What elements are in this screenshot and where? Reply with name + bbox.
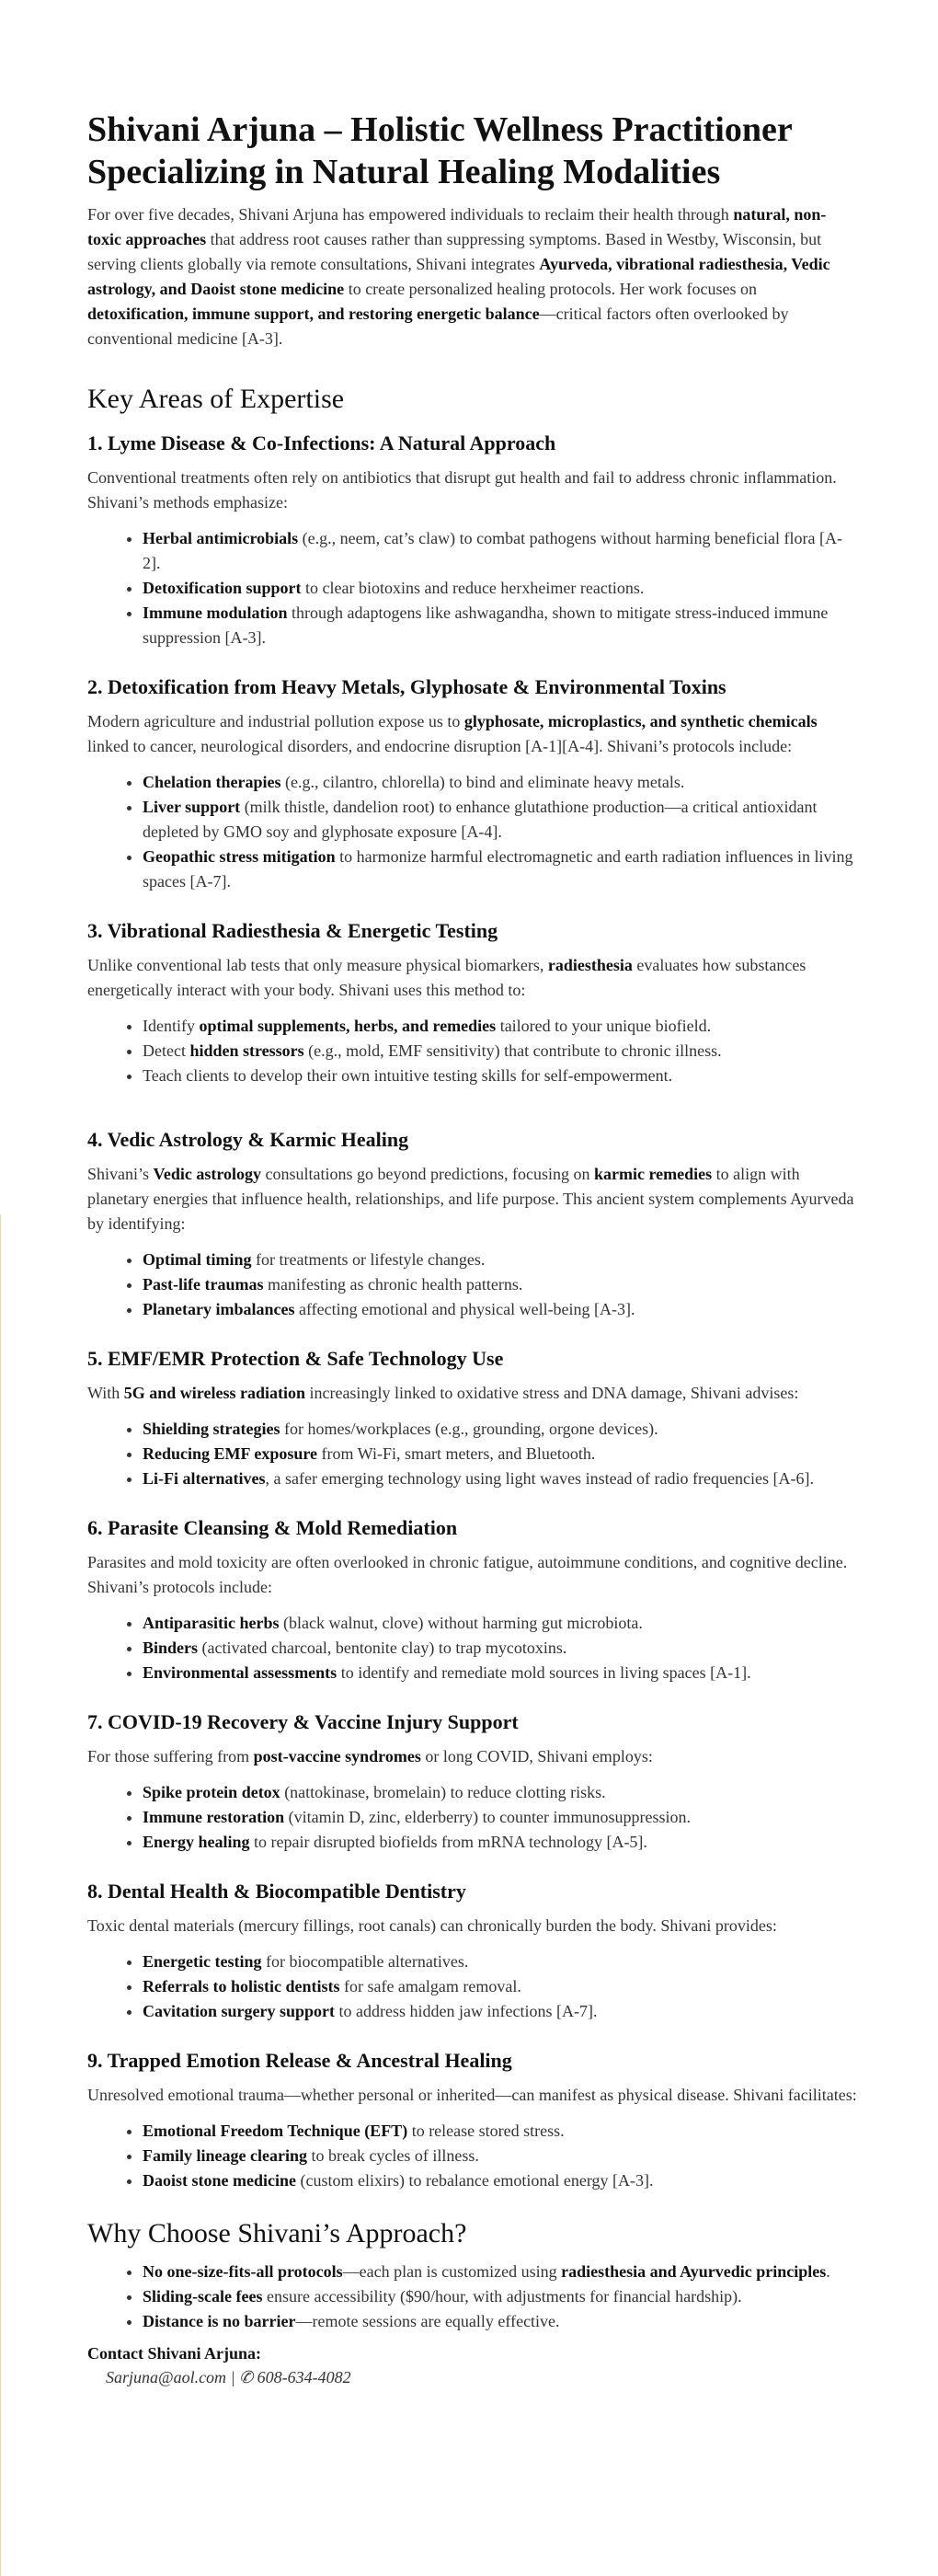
list-item: • Immune restoration (vitamin D, zinc, elderberry) to counter immunosuppression. [143, 1805, 860, 1830]
section-intro: With 5G and wireless radiation increasingly linked to oxidative stress and DNA damage, Shivani advises: [87, 1384, 799, 1402]
emphasis-text: Energy healing [143, 1833, 250, 1851]
emphasis-text: radiesthesia and Ayurvedic principles [561, 2262, 827, 2281]
section-list [87, 2119, 860, 2193]
contact-email[interactable]: Sarjuna@aol.com [106, 2368, 227, 2386]
emphasis-text: Herbal antimicrobials [143, 529, 299, 547]
section-list [87, 1248, 860, 1322]
section-list [87, 1780, 860, 1855]
emphasis-text: glyphosate, microplastics, and synthetic chemicals [463, 712, 818, 730]
section-list [87, 1611, 860, 1685]
emphasis-text: Spike protein detox [143, 1783, 280, 1801]
emphasis-text: Reducing EMF exposure [143, 1444, 318, 1463]
list-item: • Emotional Freedom Technique (EFT) to release stored stress. [143, 2119, 860, 2144]
emphasis-text: Emotional Freedom Technique (EFT) [143, 2122, 408, 2140]
emphasis-text: Binders [143, 1639, 199, 1657]
list-item: • Referrals to holistic dentists for safe amalgam removal. [143, 1974, 860, 1999]
emphasis-text: Shielding strategies [143, 1420, 280, 1438]
emphasis-text: Immune restoration [143, 1808, 285, 1826]
list-item: • Geopathic stress mitigation to harmonize harmful electromagnetic and earth radiation influences in living spaces [A-7]. [143, 845, 860, 894]
contact-phone[interactable]: 608-634-4082 [253, 2368, 351, 2386]
emphasis-text: Vedic astrology [153, 1165, 262, 1183]
contact-label: Contact Shivani Arjuna: [87, 2344, 262, 2363]
list-item: • Chelation therapies (e.g., cilantro, chlorella) to bind and eliminate heavy metals. [143, 770, 860, 795]
emphasis-text: Geopathic stress mitigation [143, 847, 336, 866]
contact-line [87, 2365, 860, 2390]
emphasis-text: Family lineage clearing [143, 2146, 307, 2165]
list-item: • Energy healing to repair disrupted biofields from mRNA technology [A-5]. [143, 1830, 860, 1855]
contact-separator: | [226, 2368, 240, 2386]
section-radiesthesia [87, 918, 860, 1088]
list-item: • Detoxification support to clear biotoxins and reduce herxheimer reactions. [143, 576, 860, 601]
emphasis-text: Ayurveda, vibrational radiesthesia, Vedic astrology, and Daoist stone medicine [87, 255, 830, 298]
emphasis-text: Optimal timing [143, 1250, 252, 1269]
list-item: • Past-life traumas manifesting as chronic health patterns. [143, 1272, 860, 1297]
list-item: • Family lineage clearing to break cycles of illness. [143, 2144, 860, 2168]
emphasis-text: optimal supplements, herbs, and remedies [199, 1017, 497, 1035]
emphasis-text: Past-life traumas [143, 1275, 264, 1294]
list-item: • Daoist stone medicine (custom elixirs) to rebalance emotional energy [A-3]. [143, 2168, 860, 2193]
why-list [87, 2260, 860, 2334]
emphasis-text: Li-Fi alternatives [143, 1469, 266, 1488]
section-list [87, 1949, 860, 2024]
expertise-heading: Key Areas of Expertise [87, 384, 345, 414]
list-item: • Immune modulation through adaptogens like ashwagandha, shown to mitigate stress-induced immune suppression [A-3]. [143, 601, 860, 650]
section-intro: Shivani’s Vedic astrology consultations go beyond predictions, focusing on karmic remedies to align with planetary energies that influence health, relationships, and life purpose. This ancient system complements Ayurveda by identifying: [87, 1165, 854, 1233]
section-heading: 4. Vedic Astrology & Karmic Healing [87, 1128, 409, 1151]
emphasis-text: Referrals to holistic dentists [143, 1977, 340, 1995]
list-item: • Teach clients to develop their own intuitive testing skills for self-empowerment. [143, 1064, 860, 1088]
section-emotion [87, 2048, 860, 2193]
list-item: • Energetic testing for biocompatible alternatives. [143, 1949, 860, 1974]
section-heading: 3. Vibrational Radiesthesia & Energetic Testing [87, 919, 498, 942]
contact-block [87, 2341, 860, 2390]
section-intro: Unlike conventional lab tests that only measure physical biomarkers, radiesthesia evaluates how substances energetically interact with your body. Shivani uses this method to: [87, 956, 806, 999]
list-item: • Sliding-scale fees ensure accessibility ($90/hour, with adjustments for financial hardship). [143, 2284, 860, 2309]
emphasis-text: Detoxification support [143, 579, 302, 597]
section-list [87, 770, 860, 894]
section-heading: 6. Parasite Cleansing & Mold Remediation [87, 1516, 458, 1539]
page-title: Shivani Arjuna – Holistic Wellness Practitioner Specializing in Natural Healing Modalities [87, 110, 793, 191]
page-edge-line [0, 1214, 1, 2576]
section-vedic [87, 1127, 860, 1322]
list-item: • No one-size-fits-all protocols—each plan is customized using radiesthesia and Ayurvedic principles. [143, 2260, 860, 2284]
list-item: • Cavitation surgery support to address hidden jaw infections [A-7]. [143, 1999, 860, 2024]
list-item: • Spike protein detox (nattokinase, bromelain) to reduce clotting risks. [143, 1780, 860, 1805]
section-parasite [87, 1515, 860, 1685]
emphasis-text: Cavitation surgery support [143, 2002, 336, 2020]
emphasis-text: Planetary imbalances [143, 1300, 295, 1318]
list-item: • Optimal timing for treatments or lifestyle changes. [143, 1248, 860, 1272]
emphasis-text: 5G and wireless radiation [123, 1384, 305, 1402]
emphasis-text: Immune modulation [143, 604, 288, 622]
list-item: • Antiparasitic herbs (black walnut, clove) without harming gut microbiota. [143, 1611, 860, 1636]
section-covid [87, 1709, 860, 1855]
section-emf [87, 1346, 860, 1491]
section-heading: 8. Dental Health & Biocompatible Dentistry [87, 1880, 466, 1903]
section-intro: Conventional treatments often rely on antibiotics that disrupt gut health and fail to address chronic inflammation. Shivani’s methods emphasize: [87, 468, 837, 512]
section-dental [87, 1879, 860, 2024]
emphasis-text: Antiparasitic herbs [143, 1614, 280, 1632]
emphasis-text: radiesthesia [547, 956, 633, 974]
section-intro: Parasites and mold toxicity are often overlooked in chronic fatigue, autoimmune conditions, and cognitive decline. Shivani’s protocols include: [87, 1553, 848, 1596]
section-list [87, 526, 860, 650]
emphasis-text: post-vaccine syndromes [253, 1747, 421, 1765]
list-item: • Distance is no barrier—remote sessions are equally effective. [143, 2309, 860, 2334]
list-item: • Detect hidden stressors (e.g., mold, EMF sensitivity) that contribute to chronic illness. [143, 1039, 860, 1064]
intro-paragraph: For over five decades, Shivani Arjuna has empowered individuals to reclaim their health through natural, non-toxic approaches that address root causes rather than suppressing symptoms. Based in Westby, Wisconsin, but serving clients globally via remote consultations, Shivani integrates Ayurveda, vibrational radiesthesia, Vedic astrology, and Daoist stone medicine to create personalized healing protocols. Her work focuses on detoxification, immune support, and restoring energetic balance—critical factors often overlooked by conventional medicine [A-3]. [87, 205, 830, 348]
section-intro: Modern agriculture and industrial pollution expose us to glyphosate, microplastics, and synthetic chemicals linked to cancer, neurological disorders, and endocrine disruption [A-1][A-4]. Shivani’s protocols include: [87, 712, 818, 755]
list-item: • Liver support (milk thistle, dandelion root) to enhance glutathione production—a critical antioxidant depleted by GMO soy and glyphosate exposure [A-4]. [143, 795, 860, 845]
section-intro: Toxic dental materials (mercury fillings, root canals) can chronically burden the body. Shivani provides: [87, 1916, 777, 1935]
emphasis-text: Energetic testing [143, 1952, 262, 1971]
list-item: • Identify optimal supplements, herbs, and remedies tailored to your unique biofield. [143, 1014, 860, 1039]
list-item: • Shielding strategies for homes/workplaces (e.g., grounding, orgone devices). [143, 1417, 860, 1442]
section-heading: 9. Trapped Emotion Release & Ancestral Healing [87, 2049, 512, 2072]
section-list [87, 1014, 860, 1088]
section-heading: 7. COVID-19 Recovery & Vaccine Injury Support [87, 1710, 519, 1733]
emphasis-text: Chelation therapies [143, 773, 281, 791]
section-intro: For those suffering from post-vaccine syndromes or long COVID, Shivani employs: [87, 1747, 653, 1765]
section-heading: 2. Detoxification from Heavy Metals, Glyphosate & Environmental Toxins [87, 675, 726, 698]
emphasis-text: Environmental assessments [143, 1663, 337, 1682]
section-detox [87, 674, 860, 894]
list-item: • Herbal antimicrobials (e.g., neem, cat’s claw) to combat pathogens without harming beneficial flora [A-2]. [143, 526, 860, 576]
emphasis-text: natural, non-toxic approaches [87, 205, 827, 248]
section-heading: 5. EMF/EMR Protection & Safe Technology Use [87, 1347, 504, 1370]
section-lyme [87, 431, 860, 650]
section-intro: Unresolved emotional trauma—whether personal or inherited—can manifest as physical disease. Shivani facilitates: [87, 2086, 857, 2104]
section-heading: 1. Lyme Disease & Co-Infections: A Natural Approach [87, 431, 556, 454]
list-item: • Li-Fi alternatives, a safer emerging technology using light waves instead of radio frequencies [A-6]. [143, 1466, 860, 1491]
list-item: • Environmental assessments to identify and remediate mold sources in living spaces [A-1]. [143, 1661, 860, 1685]
section-list [87, 1417, 860, 1491]
emphasis-text: No one-size-fits-all protocols [143, 2262, 343, 2281]
emphasis-text: detoxification, immune support, and restoring energetic balance [87, 305, 540, 323]
emphasis-text: Liver support [143, 798, 241, 816]
document-page [87, 0, 860, 2390]
why-heading: Why Choose Shivani’s Approach? [87, 2218, 467, 2248]
list-item: • Reducing EMF exposure from Wi-Fi, smart meters, and Bluetooth. [143, 1442, 860, 1466]
emphasis-text: karmic remedies [593, 1165, 713, 1183]
list-item: • Binders (activated charcoal, bentonite clay) to trap mycotoxins. [143, 1636, 860, 1661]
emphasis-text: Sliding-scale fees [143, 2287, 263, 2306]
emphasis-text: Daoist stone medicine [143, 2171, 296, 2190]
emphasis-text: Distance is no barrier [143, 2312, 296, 2330]
phone-icon: ✆ [239, 2368, 254, 2386]
emphasis-text: hidden stressors [189, 1041, 304, 1060]
list-item: • Planetary imbalances affecting emotional and physical well-being [A-3]. [143, 1297, 860, 1322]
